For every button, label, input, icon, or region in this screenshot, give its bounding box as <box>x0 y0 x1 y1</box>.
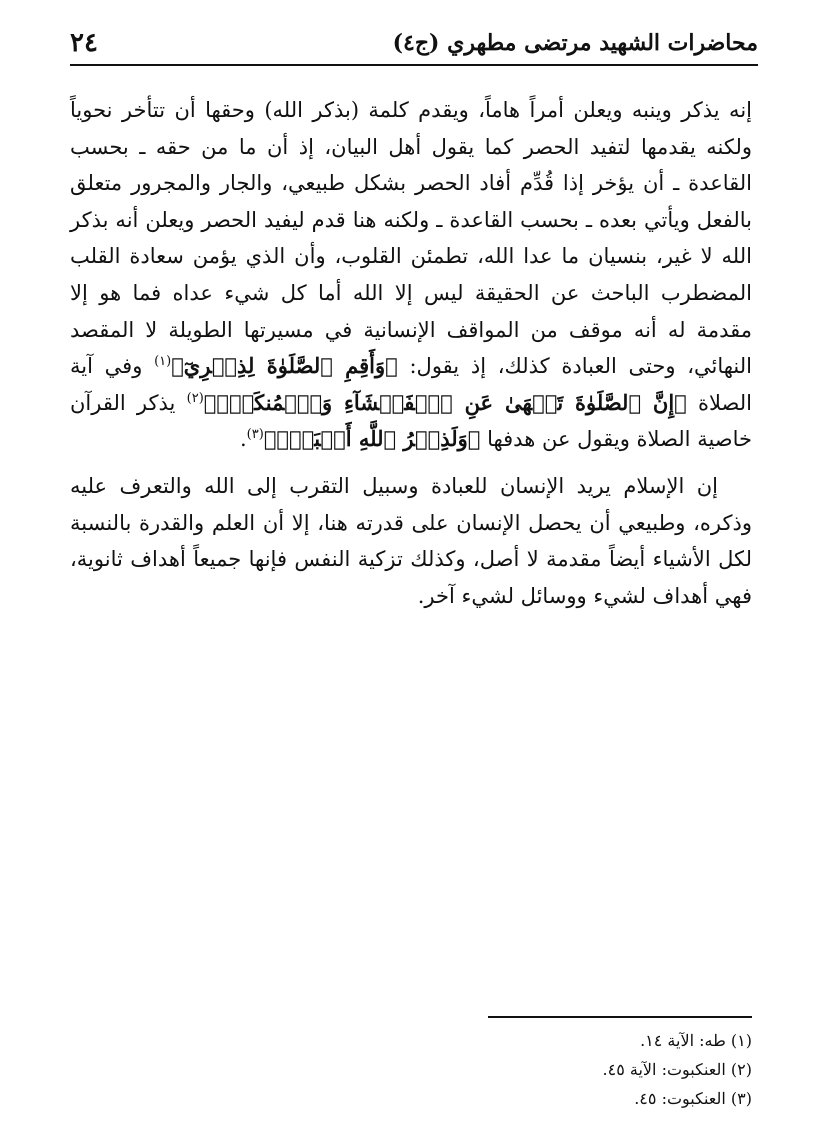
footnote-ref-1: (١) <box>154 354 172 370</box>
paragraph-1-text-a: إنه يذكر وينبه ويعلن أمراً هاماً، ويقدم كلمة (بذكر الله) وحقها أن تتأخر نحوياً ولكنه يقدمها لتفيد الحصر كما يقول أهل البيان، إذ أن ما من حقه ـ بحسب القاعدة ـ أن يؤخر إذا قُدِّم أفاد الحصر بشكل طبيعي، والجار والمجرور متعلق بالفعل ويأتي بعده ـ بحسب القاعدة ـ ولكنه هنا قدم ليفيد الحصر ويعلن أنه بذكر الله لا غير، بنسيان ما عدا الله، تطمئن القلوب، وأن الذي يؤمن سعادة القلب المضطرب الباحث عن الحقيقة ليس إلا الله أما كل شيء عداه فما هو إلا مقدمة له أنه موقف من المواقف الإنسانية في مسيرتها الطويلة لا المقصد النهائي، وحتى العبادة كذلك، إذ يقول: <box>70 98 752 379</box>
quran-verse-3: ﴿وَلَذِكۡرُ ٱللَّهِ أَكۡبَرُۗ﴾ <box>263 426 481 452</box>
page-header <box>70 22 758 66</box>
footnote-3: (٣) العنكبوت: ٤٥. <box>634 1089 752 1108</box>
paragraph-1 <box>70 92 752 458</box>
main-text <box>70 92 752 614</box>
quran-verse-2: ﴿إِنَّ ٱلصَّلَوٰةَ تَنۡهَىٰ عَنِ ٱلۡفَحۡشَآءِ وَٱلۡمُنكَرِۗ﴾ <box>203 389 687 415</box>
footnote-2: (٢) العنكبوت: الآية ٤٥. <box>602 1060 752 1079</box>
paragraph-2: إن الإسلام يريد الإنسان للعبادة وسبيل التقرب إلى الله والتعرف عليه وذكره، وطبيعي أن يحصل الإنسان على قدرته هنا، إلا أن العلم والقدرة بالنسبة لكل الأشياء أيضاً مقدمة لا أصل، وكذلك تزكية النفس فإنها جميعاً أهداف ثانوية، فهي أهداف لشيء ووسائل لشيء آخر. <box>70 473 752 608</box>
footnote-divider <box>488 1016 752 1018</box>
running-title: محاضرات الشهيد مرتضى مطهري (ج٤) <box>392 30 758 56</box>
footnote-1: (١) طه: الآية ١٤. <box>640 1031 752 1050</box>
paragraph-1-text-b: وفي آية الصلاة <box>70 354 753 415</box>
page-number: ٢٤ <box>70 28 98 58</box>
footnote-ref-3: (٣) <box>246 427 264 443</box>
paragraph-1-text-d: . <box>239 427 247 452</box>
footnotes <box>352 1026 752 1113</box>
paragraph-1-text-c: يذكر القرآن خاصية الصلاة ويقول عن هدفها <box>70 390 752 452</box>
quran-verse-1: ﴿وَأَقِمِ ٱلصَّلَوٰةَ لِذِكۡرِيٓ﴾ <box>171 353 398 379</box>
footnote-ref-2: (٢) <box>186 390 204 406</box>
